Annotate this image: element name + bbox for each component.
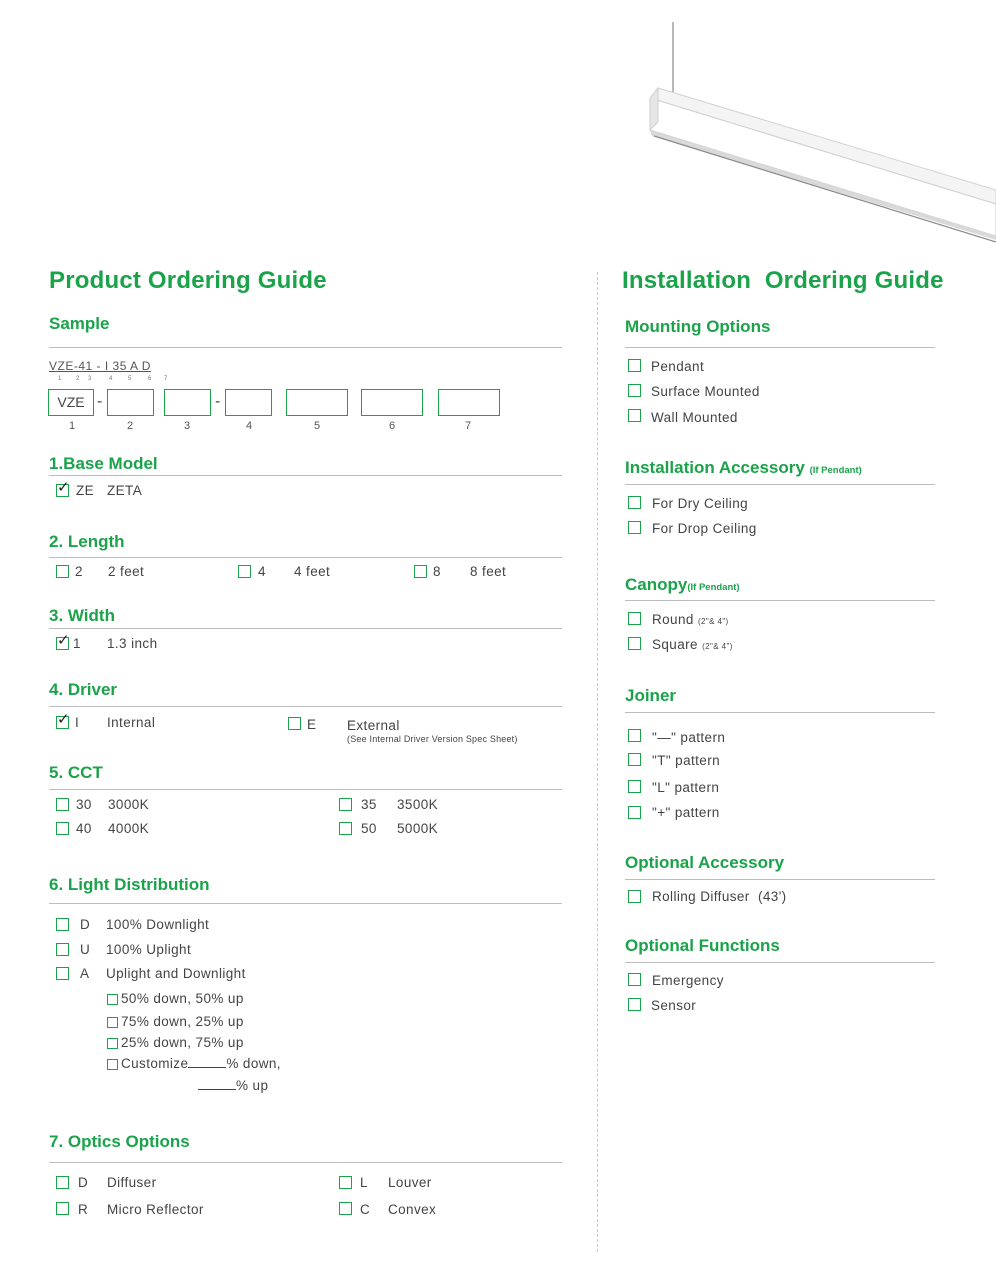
sample-box-1: VZE — [48, 389, 94, 416]
length-heading: 2. Length — [49, 532, 125, 551]
cct-30-checkbox[interactable] — [56, 798, 69, 811]
cct-label: 4000K — [108, 821, 150, 836]
optics-d-checkbox[interactable] — [56, 1176, 69, 1189]
optics-r-checkbox[interactable] — [56, 1202, 69, 1215]
joiner-label: "—" pattern — [652, 730, 726, 745]
base-model-rule — [49, 475, 562, 476]
optics-label: Convex — [388, 1202, 437, 1217]
joiner-t-checkbox[interactable] — [628, 753, 641, 766]
cct-label: 3000K — [108, 797, 150, 812]
joiner-heading: Joiner — [625, 686, 677, 705]
canopy-title: Canopy — [625, 575, 688, 594]
box-number: 3 — [183, 420, 191, 432]
length-code: 2 — [75, 564, 83, 579]
accessory-dry-ceiling-checkbox[interactable] — [628, 496, 641, 509]
light-25-75-checkbox[interactable] — [107, 1038, 118, 1049]
length-4-checkbox[interactable] — [238, 565, 251, 578]
sample-dash: - — [215, 393, 221, 410]
sample-box-3 — [164, 389, 211, 416]
driver-code: I — [75, 715, 80, 730]
base-model-label: ZETA — [107, 483, 143, 498]
mounting-wall-checkbox[interactable] — [628, 409, 641, 422]
customize-label: Customize — [121, 1056, 189, 1071]
length-8-checkbox[interactable] — [414, 565, 427, 578]
driver-label: External — [347, 718, 400, 733]
light-distribution-rule — [49, 903, 562, 904]
joiner-label: "L" pattern — [652, 780, 720, 795]
canopy-label: Round — [652, 612, 694, 627]
cct-35-checkbox[interactable] — [339, 798, 352, 811]
optional-functions-rule — [625, 962, 935, 963]
install-accessory-qualifier: (If Pendant) — [809, 465, 862, 476]
cct-40-checkbox[interactable] — [56, 822, 69, 835]
base-model-code: ZE — [76, 483, 95, 498]
customize-up-label: % up — [236, 1078, 269, 1093]
optics-code: R — [78, 1202, 89, 1217]
check-mark-icon: ✓ — [57, 479, 70, 496]
canopy-square-line — [652, 637, 733, 652]
joiner-dash-checkbox[interactable] — [628, 729, 641, 742]
accessory-label: For Dry Ceiling — [652, 496, 749, 511]
mounting-label: Surface Mounted — [651, 384, 760, 399]
accessory-label: For Drop Ceiling — [652, 521, 757, 536]
canopy-size-note: (2"& 4") — [697, 617, 729, 626]
sample-heading: Sample — [49, 314, 110, 333]
optional-functions-heading: Optional Functions — [625, 936, 780, 955]
install-accessory-rule — [625, 484, 935, 485]
driver-external-checkbox[interactable] — [288, 717, 301, 730]
box-number: 5 — [313, 420, 321, 432]
cct-code: 30 — [76, 797, 92, 812]
box-number: 2 — [126, 420, 134, 432]
light-50-50-checkbox[interactable] — [107, 994, 118, 1005]
optics-l-checkbox[interactable] — [339, 1176, 352, 1189]
rolling-diffuser-checkbox[interactable] — [628, 890, 641, 903]
sensor-checkbox[interactable] — [628, 998, 641, 1011]
box-number: 7 — [464, 420, 472, 432]
accessory-drop-ceiling-checkbox[interactable] — [628, 521, 641, 534]
optics-label: Micro Reflector — [107, 1202, 204, 1217]
light-customize-line — [121, 1056, 281, 1071]
optional-accessory-heading: Optional Accessory — [625, 853, 785, 872]
length-code: 8 — [433, 564, 441, 579]
canopy-square-checkbox[interactable] — [628, 637, 641, 650]
light-label: Uplight and Downlight — [106, 966, 246, 981]
mounting-surface-checkbox[interactable] — [628, 384, 641, 397]
light-a-checkbox[interactable] — [56, 967, 69, 980]
install-accessory-title: Installation Accessory — [625, 458, 805, 477]
emergency-checkbox[interactable] — [628, 973, 641, 986]
customize-down-blank[interactable] — [188, 1057, 226, 1068]
canopy-heading — [625, 575, 740, 595]
light-code: D — [80, 917, 91, 932]
light-label: 100% Downlight — [106, 917, 210, 932]
cct-50-checkbox[interactable] — [339, 822, 352, 835]
optics-code: L — [360, 1175, 368, 1190]
light-d-checkbox[interactable] — [56, 918, 69, 931]
optics-heading: 7. Optics Options — [49, 1132, 190, 1151]
length-label: 4 feet — [294, 564, 331, 579]
optional-accessory-rule — [625, 879, 935, 880]
joiner-l-checkbox[interactable] — [628, 780, 641, 793]
joiner-plus-checkbox[interactable] — [628, 806, 641, 819]
light-75-25-checkbox[interactable] — [107, 1017, 118, 1028]
width-1-checkbox[interactable] — [56, 632, 70, 650]
base-model-ze-checkbox[interactable] — [56, 479, 70, 497]
driver-internal-checkbox[interactable] — [56, 711, 70, 729]
sample-index: 7 — [164, 376, 168, 382]
driver-code: E — [307, 717, 317, 732]
cct-code: 35 — [361, 797, 377, 812]
sample-box-5 — [286, 389, 348, 416]
product-ordering-guide-title: Product Ordering Guide — [49, 267, 327, 294]
sample-box-4 — [225, 389, 272, 416]
light-sub-label: 50% down, 50% up — [121, 991, 244, 1006]
width-rule — [49, 628, 562, 629]
sample-index: 6 — [148, 376, 152, 382]
sample-index: 5 — [128, 376, 132, 382]
optional-function-label: Emergency — [652, 973, 724, 988]
canopy-size-note: (2"& 4") — [702, 642, 733, 651]
joiner-label: "+" pattern — [652, 805, 720, 820]
light-u-checkbox[interactable] — [56, 943, 69, 956]
light-sub-label: 75% down, 25% up — [121, 1014, 244, 1029]
optics-label: Louver — [388, 1175, 432, 1190]
driver-external-note: (See Internal Driver Version Spec Sheet) — [347, 734, 518, 744]
sample-rule — [49, 347, 562, 348]
light-customize-checkbox[interactable] — [107, 1059, 118, 1070]
length-rule — [49, 557, 562, 558]
cct-heading: 5. CCT — [49, 763, 103, 782]
driver-heading: 4. Driver — [49, 680, 118, 699]
cct-code: 50 — [361, 821, 377, 836]
pendant-fixture-image — [630, 0, 996, 250]
cct-code: 40 — [76, 821, 92, 836]
box-number: 1 — [68, 420, 76, 432]
width-code: 1 — [73, 636, 81, 651]
optics-label: Diffuser — [107, 1175, 157, 1190]
canopy-round-checkbox[interactable] — [628, 612, 641, 625]
mounting-label: Wall Mounted — [651, 410, 738, 425]
sample-box-7 — [438, 389, 500, 416]
light-distribution-heading: 6. Light Distribution — [49, 875, 210, 894]
light-code: A — [80, 966, 90, 981]
mounting-rule — [625, 347, 935, 348]
light-label: 100% Uplight — [106, 942, 192, 957]
driver-rule — [49, 706, 562, 707]
sample-box-6 — [361, 389, 423, 416]
sample-index: 1 — [58, 376, 62, 382]
length-2-checkbox[interactable] — [56, 565, 69, 578]
installation-ordering-guide-title: Installation Ordering Guide — [622, 267, 944, 294]
cct-label: 3500K — [397, 797, 439, 812]
optics-code: C — [360, 1202, 371, 1217]
check-mark-icon: ✓ — [57, 711, 70, 728]
canopy-rule — [625, 600, 935, 601]
length-label: 8 feet — [470, 564, 507, 579]
mounting-heading: Mounting Options — [625, 317, 771, 336]
sample-code: VZE-41 - I 35 A D — [49, 359, 151, 373]
canopy-qualifier: (If Pendant) — [687, 582, 740, 593]
sample-index: 2 — [76, 376, 80, 382]
optics-rule — [49, 1162, 562, 1163]
sample-index: 3 — [88, 376, 92, 382]
width-label: 1.3 inch — [107, 636, 158, 651]
sample-box-2 — [107, 389, 154, 416]
canopy-label: Square — [652, 637, 698, 652]
light-customize-up-line — [198, 1078, 268, 1093]
optics-code: D — [78, 1175, 89, 1190]
cct-rule — [49, 789, 562, 790]
box-number: 6 — [388, 420, 396, 432]
light-code: U — [80, 942, 91, 957]
optics-c-checkbox[interactable] — [339, 1202, 352, 1215]
mounting-pendant-checkbox[interactable] — [628, 359, 641, 372]
optional-accessory-label: Rolling Diffuser (43') — [652, 889, 787, 904]
length-code: 4 — [258, 564, 266, 579]
check-mark-icon: ✓ — [57, 632, 70, 649]
light-sub-label: 25% down, 75% up — [121, 1035, 244, 1050]
joiner-label: "T" pattern — [652, 753, 721, 768]
sample-index: 4 — [109, 376, 113, 382]
joiner-rule — [625, 712, 935, 713]
customize-up-blank[interactable] — [198, 1079, 236, 1090]
column-divider — [597, 272, 598, 1252]
length-label: 2 feet — [108, 564, 145, 579]
install-accessory-heading — [625, 458, 862, 478]
box-number: 4 — [245, 420, 253, 432]
canopy-round-line — [652, 612, 729, 627]
optional-function-label: Sensor — [651, 998, 697, 1013]
customize-down-label: % down, — [226, 1056, 281, 1071]
width-heading: 3. Width — [49, 606, 115, 625]
base-model-heading: 1.Base Model — [49, 454, 158, 473]
sample-dash: - — [97, 393, 103, 410]
cct-label: 5000K — [397, 821, 439, 836]
driver-label: Internal — [107, 715, 156, 730]
mounting-label: Pendant — [651, 359, 705, 374]
